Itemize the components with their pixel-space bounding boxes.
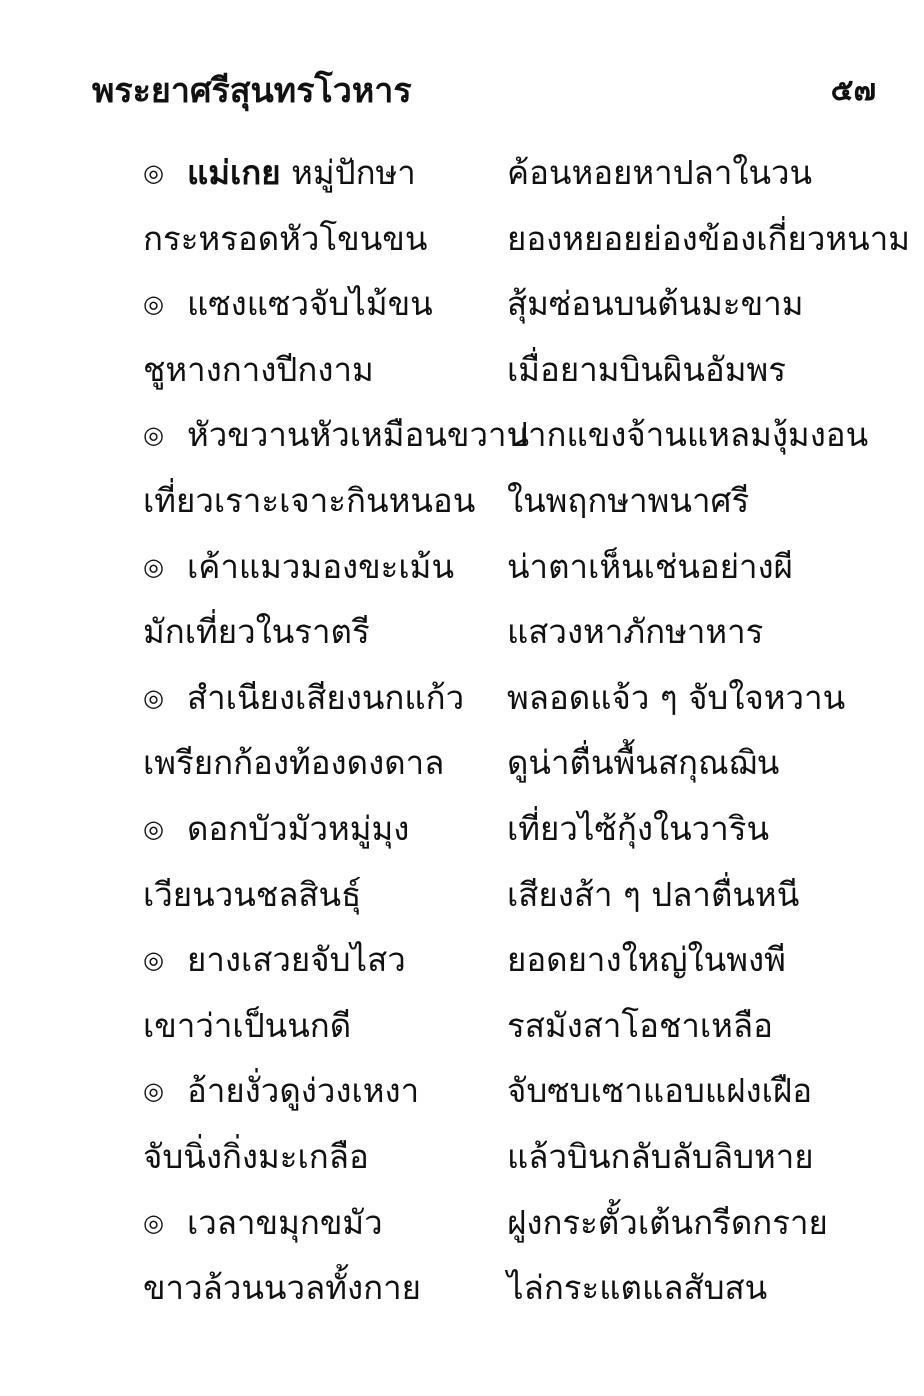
verse-line xyxy=(143,279,883,345)
verse-second-half: ยองหยอยย่องข้องเกี่ยวหนาม xyxy=(507,218,910,258)
verse-first-half xyxy=(143,345,374,395)
verse-second-half: ไล่กระแตแลสับสน xyxy=(507,1268,768,1308)
verse-second-half: แล้วบินกลับลับลิบหาย xyxy=(507,1136,814,1176)
verse-heading-word: แม่เกย xyxy=(187,153,281,192)
stanza-marker-icon: ◎ xyxy=(143,421,164,450)
verse-line xyxy=(143,542,883,608)
stanza-marker-icon: ◎ xyxy=(143,290,164,319)
verse-first-half xyxy=(143,1132,369,1182)
poem-body xyxy=(143,148,910,1329)
verse-first-half xyxy=(143,804,409,854)
verse-first-half-text: ชูหางกางปีกงาม xyxy=(143,349,374,389)
verse-line xyxy=(143,607,883,673)
verse-first-half-text: มักเที่ยวในราตรี xyxy=(143,612,370,652)
verse-line xyxy=(143,1132,883,1198)
stanza-marker-icon: ◎ xyxy=(143,1077,164,1106)
stanza-marker-icon: ◎ xyxy=(143,159,164,187)
verse-first-half-text: กระหรอดหัวโขนขน xyxy=(143,218,428,258)
verse-first-half xyxy=(143,1198,383,1248)
verse-second-half: ดูน่าตื่นพื้นสกุณฌิน xyxy=(507,743,780,783)
running-title: พระยาศรีสุนทรโวหาร xyxy=(92,71,412,111)
verse-first-half-text: เวียนวนชลสินธุ์ xyxy=(143,874,362,914)
verse-second-half: ในพฤกษาพนาศรี xyxy=(507,480,750,520)
verse-line xyxy=(143,1263,883,1329)
verse-first-half-text: หัวขวานหัวเหมือนขวาน xyxy=(187,415,530,455)
verse-first-half xyxy=(143,870,361,920)
verse-line xyxy=(143,1066,883,1132)
verse-first-half xyxy=(143,607,370,657)
verse-second-half: ยอดยางใหญ่ในพงพี xyxy=(507,940,786,980)
page-number: ๕๗ xyxy=(830,73,876,108)
verse-first-half-text: เพรียกก้องท้องดงดาล xyxy=(143,743,445,783)
verse-second-half: รสมังสาโอชาเหลือ xyxy=(507,1005,773,1045)
verse-line xyxy=(143,410,883,476)
verse-line xyxy=(143,214,910,280)
verse-first-half xyxy=(143,148,416,198)
verse-first-half-text: เค้าแมวมองขะเม้น xyxy=(187,546,454,586)
stanza-marker-icon: ◎ xyxy=(143,814,164,843)
verse-first-half-text: ยางเสวยจับไสว xyxy=(187,940,406,980)
verse-second-half: เมื่อยามบินผินอัมพร xyxy=(507,349,786,389)
verse-first-half xyxy=(143,673,464,723)
stanza-marker-icon: ◎ xyxy=(143,552,164,581)
verse-first-half-text: เวลาขมุกขมัว xyxy=(187,1202,383,1242)
verse-first-half xyxy=(143,935,406,985)
verse-first-half xyxy=(143,1001,351,1051)
verse-first-half-text: เที่ยวเราะเจาะกินหนอน xyxy=(143,480,476,520)
verse-second-half: เที่ยวไซ้กุ้งในวาริน xyxy=(507,808,770,848)
verse-second-half: สุ้มซ่อนบนต้นมะขาม xyxy=(507,284,804,324)
verse-line xyxy=(143,345,883,411)
verse-first-half xyxy=(143,214,427,264)
verse-first-half-text: จับนิ่งกิ่งมะเกลือ xyxy=(143,1136,369,1176)
verse-line xyxy=(143,476,883,542)
verse-second-half: แสวงหาภักษาหาร xyxy=(507,612,764,652)
verse-second-half: จับซบเซาแอบแฝงเฝือ xyxy=(507,1071,813,1111)
verse-first-half-text: แซงแซวจับไม้ขน xyxy=(187,284,433,324)
verse-first-half xyxy=(143,279,433,329)
verse-second-half: ค้อนหอยหาปลาในวน xyxy=(507,153,813,192)
verse-line xyxy=(143,935,883,1001)
verse-line xyxy=(143,1001,883,1067)
verse-first-half-text: หมู่ปักษา xyxy=(280,153,416,192)
running-header xyxy=(92,66,876,126)
verse-first-half xyxy=(143,476,475,526)
verse-line xyxy=(143,738,883,804)
verse-first-half xyxy=(143,410,529,460)
verse-line xyxy=(143,804,883,870)
verse-first-half-text: สำเนียงเสียงนกแก้ว xyxy=(187,677,465,717)
verse-line xyxy=(143,1198,883,1264)
verse-line xyxy=(143,870,883,936)
verse-line xyxy=(143,148,883,214)
verse-second-half: ฝูงกระตั้วเต้นกรีดกราย xyxy=(507,1202,828,1242)
verse-second-half: พลอดแจ้ว ๆ จับใจหวาน xyxy=(507,677,846,717)
verse-first-half xyxy=(143,1066,419,1116)
verse-second-half: น่าตาเห็นเช่นอย่างผี xyxy=(507,546,794,586)
verse-first-half xyxy=(143,738,444,788)
stanza-marker-icon: ◎ xyxy=(143,946,164,975)
verse-first-half xyxy=(143,542,454,592)
verse-first-half xyxy=(143,1263,421,1313)
verse-first-half-text: ดอกบัวมัวหมู่มุง xyxy=(187,808,410,848)
stanza-marker-icon: ◎ xyxy=(143,1208,164,1237)
verse-first-half-text: เขาว่าเป็นนกดี xyxy=(143,1005,352,1045)
verse-line xyxy=(143,673,883,739)
stanza-marker-icon: ◎ xyxy=(143,683,164,712)
verse-second-half: ปากแขงจ้านแหลมงุ้มงอน xyxy=(507,415,869,455)
verse-first-half-text: ขาวล้วนนวลทั้งกาย xyxy=(143,1268,421,1308)
verse-second-half: เสียงส้า ๆ ปลาตื่นหนี xyxy=(507,874,800,914)
verse-first-half-text: อ้ายงั่วดูง่วงเหงา xyxy=(187,1071,420,1111)
